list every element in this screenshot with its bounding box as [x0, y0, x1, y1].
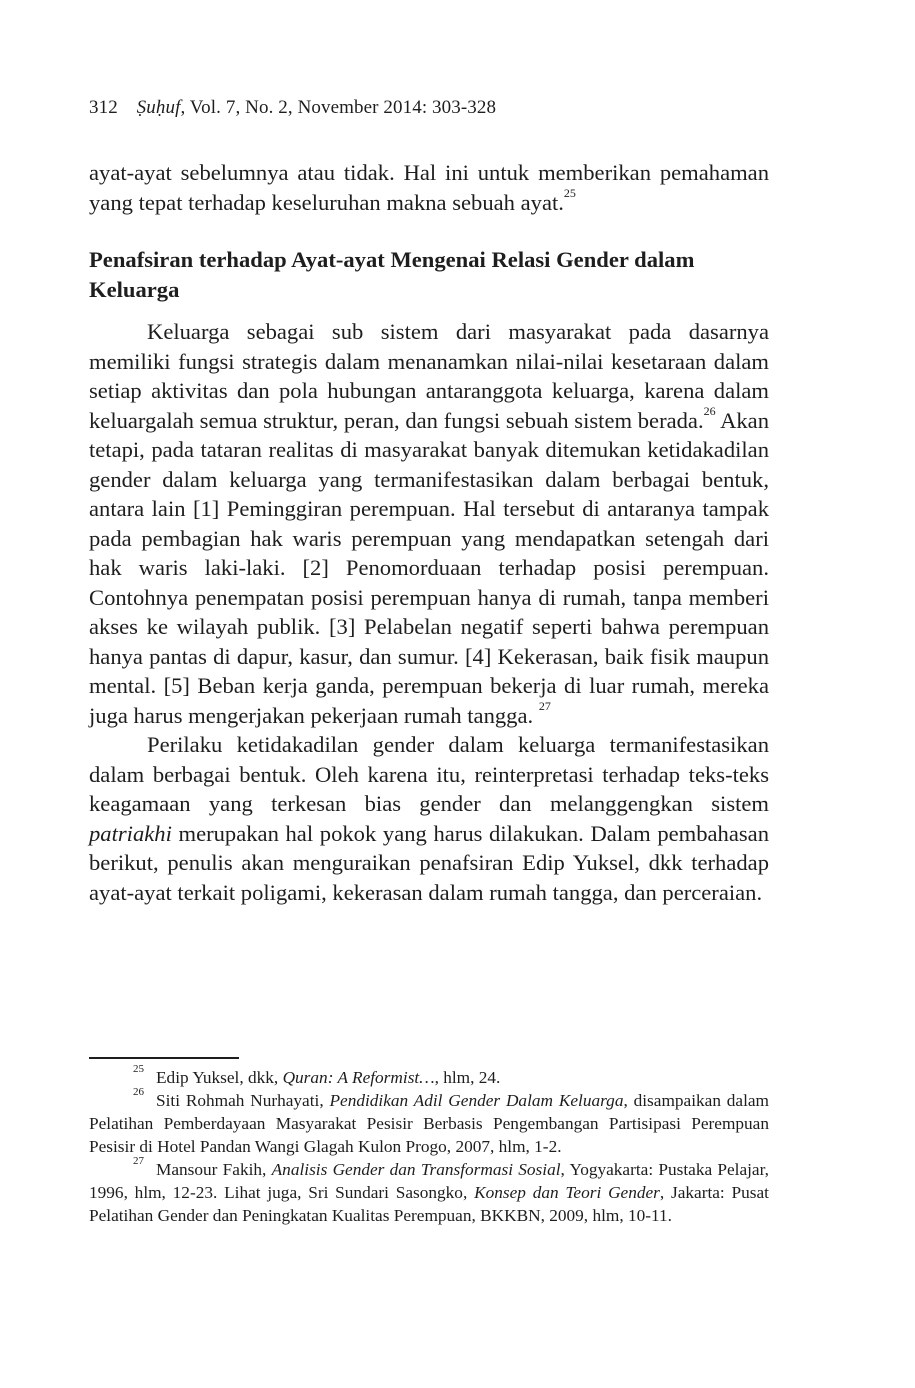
footnote-ref-27: 27 — [538, 698, 551, 713]
paragraph-2-part-b: merupakan hal pokok yang harus dilakukan. Dalam pembahasan berikut, penulis akan menguraikan penafsiran Edip Yuksel, dkk terhadap ayat-ayat terkait poligami, kekerasan dalam rumah tangga, dan perceraian. — [89, 820, 769, 905]
running-header — [89, 97, 496, 119]
footnote-26 — [89, 1086, 770, 1158]
footnote-title: Pendidikan Adil Gender Dalam Keluarga — [329, 1091, 624, 1110]
footnote-number: 27 — [133, 1155, 144, 1167]
paragraph-1 — [89, 317, 769, 730]
footnote-text: , Yogyakarta: Pustaka Pelajar, 1996, hlm, 12-23. Lihat juga, Sri Sundari Sasongko, — [89, 1160, 769, 1202]
footnote-27 — [89, 1155, 769, 1227]
paragraph-2-italic: patriakhi — [89, 820, 172, 846]
page-number: 312 — [89, 97, 118, 118]
footnote-25 — [89, 1063, 769, 1089]
footnote-title: Quran: A Reformist… — [282, 1068, 435, 1087]
footnote-number: 25 — [133, 1063, 144, 1075]
footnote-number: 26 — [133, 1086, 144, 1098]
section-heading: Penafsiran terhadap Ayat-ayat Mengenai Relasi Gender dalam Keluarga — [89, 247, 695, 302]
footnote-ref-25: 25 — [563, 185, 576, 200]
footnote-text: Edip Yuksel, dkk, — [156, 1068, 283, 1087]
footnote-text: , Jakarta: Pusat Pelatihan Gender dan Peningkatan Kualitas Perempuan, BKKBN, 2009, hlm, 10-11. — [89, 1183, 769, 1225]
footnote-text: Siti Rohmah Nurhayati, — [156, 1091, 330, 1110]
footnote-title: Analisis Gender dan Transformasi Sosial — [271, 1160, 561, 1179]
footnote-text: Mansour Fakih, — [156, 1160, 272, 1179]
intro-text: ayat-ayat sebelumnya atau tidak. Hal ini untuk memberikan pemahaman yang tepat terhadap keseluruhan makna sebuah ayat. — [89, 160, 769, 215]
footnote-ref-26: 26 — [703, 403, 716, 418]
paragraph-2-part-a: Perilaku ketidakadilan gender dalam keluarga termanifestasikan dalam berbagai bentuk. Oleh karena itu, reinterpretasi terhadap teks-teks keagamaan yang terkesan bias gender dan melanggengkan sistem — [89, 732, 769, 816]
footnote-divider — [89, 1057, 239, 1059]
footnotes — [89, 1063, 770, 1227]
footnote-text: , disampaikan dalam Pelatihan Pemberdayaan Masyarakat Pesisir Berbasis Pengembangan Partisipasi Perempuan Pesisir di Hotel Pandan Wangi Glagah Kulon Progo, 2007, hlm, 1-2. — [89, 1091, 770, 1156]
footnote-title: Konsep dan Teori Gender — [474, 1183, 660, 1202]
journal-citation: , Vol. 7, No. 2, November 2014: 303-328 — [180, 97, 497, 118]
journal-name: Ṣuḥuf — [136, 97, 181, 118]
main-text — [89, 317, 769, 907]
paragraph-1-part-a: Keluarga sebagai sub sistem dari masyarakat pada dasarnya memiliki fungsi strategis dalam menanamkan nilai-nilai kesetaraan dalam setiap aktivitas dan pola hubungan antaranggota keluarga, karena dalam keluargalah semua struktur, peran, dan fungsi sebuah sistem berada. — [89, 319, 769, 433]
paragraph-1-part-b: Akan tetapi, pada tataran realitas di masyarakat banyak ditemukan ketidakadilan gender dalam keluarga yang termanifestasikan dalam berbagai bentuk, antara lain [1] Peminggiran perempuan. Hal tersebut di antaranya tampak pada pembagian hak waris perempuan yang mendapatkan setengah dari hak waris laki-laki. [2] Penomorduaan terhadap posisi perempuan. Contohnya penempatan posisi perempuan hanya di rumah, tanpa memberi akses ke wilayah publik. [3] Pelabelan negatif seperti bahwa perempuan hanya pantas di dapur, kasur, dan sumur. [4] Kekerasan, baik fisik maupun mental. [5] Beban kerja ganda, perempuan bekerja di luar rumah, mereka juga harus mengerjakan pekerjaan rumah tangga. — [89, 407, 770, 728]
footnote-text: , hlm, 24. — [434, 1068, 501, 1087]
paragraph-2 — [89, 730, 769, 907]
intro-paragraph — [89, 158, 769, 217]
